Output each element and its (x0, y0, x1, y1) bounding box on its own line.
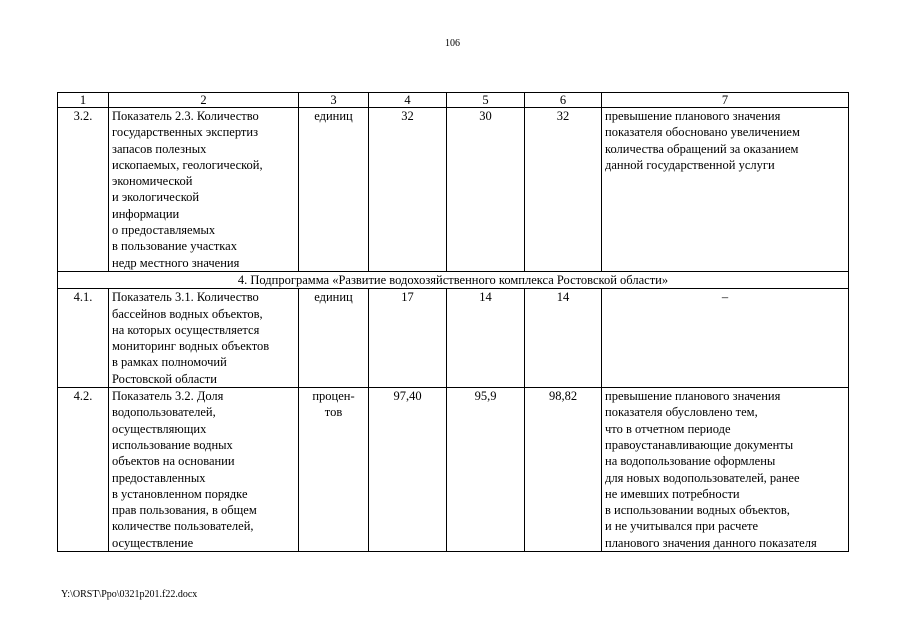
comment-cell (602, 388, 849, 552)
table-row (58, 289, 849, 388)
comment-line: превышение планового значения (605, 109, 781, 123)
header-col-3: 3 (299, 93, 369, 108)
indicator-name-line: бассейнов водных объектов, (112, 306, 263, 321)
indicator-name-line: о предоставляемых (112, 223, 216, 238)
comment-line: не имевших потребности (605, 486, 740, 501)
indicator-name-line: мониторинг водных объектов (112, 339, 270, 354)
comment-line: что в отчетном периоде (605, 421, 731, 436)
indicator-name-line: в пользование участках (112, 239, 237, 254)
indicator-name (109, 108, 299, 272)
indicator-name-line: на которых осуществляется (112, 322, 260, 337)
unit-cell (299, 289, 369, 388)
comment-line: количества обращений за оказанием (605, 141, 799, 156)
header-row (58, 93, 849, 108)
file-path-footer: Y:\ORST\Ppo\0321p201.f22.docx (61, 589, 198, 600)
indicator-name-line: информации (112, 206, 180, 221)
comment-line: данной государственной услуги (605, 157, 775, 172)
table-body (58, 93, 849, 552)
indicator-name-line: осуществление (112, 535, 194, 550)
indicator-name-line: объектов на основании (112, 454, 235, 469)
header-col-7: 7 (602, 93, 849, 108)
indicator-name-line: и экологической (112, 190, 200, 205)
comment-line: на водопользование оформлены (605, 454, 776, 469)
indicator-name-line: ископаемых, геологической, (112, 157, 263, 172)
value-col-6: 32 (525, 108, 602, 272)
header-col-5: 5 (447, 93, 525, 108)
indicator-name (109, 388, 299, 552)
indicator-name-line: использование водных (112, 437, 233, 452)
comment-line: превышение планового значения (605, 389, 781, 404)
indicator-name-line: водопользователей, (112, 405, 216, 420)
page-number: 106 (445, 38, 460, 49)
indicator-name (109, 289, 299, 388)
row-number: 3.2. (58, 108, 109, 272)
indicator-name-line: в установленном порядке (112, 486, 248, 501)
comment-line: правоустанавливающие документы (605, 437, 794, 452)
unit-line: тов (324, 405, 343, 420)
unit-line: единиц (314, 109, 353, 123)
indicator-name-line: недр местного значения (112, 255, 240, 270)
row-number: 4.1. (58, 289, 109, 388)
value-col-4: 97,40 (369, 388, 447, 552)
indicator-name-line: Ростовской области (112, 371, 217, 386)
value-col-5: 14 (447, 289, 525, 388)
unit-cell (299, 388, 369, 552)
unit-cell (299, 108, 369, 272)
report-table (57, 92, 849, 552)
indicator-name-line: прав пользования, в общем (112, 503, 257, 518)
value-col-4: 32 (369, 108, 447, 272)
comment-line: показателя обусловлено тем, (605, 405, 758, 420)
comment-cell (602, 108, 849, 272)
section-title: 4. Подпрограмма «Развитие водохозяйственного комплекса Ростовской области» (58, 271, 849, 288)
indicator-name-line: Показатель 2.3. Количество (112, 109, 259, 123)
header-col-4: 4 (369, 93, 447, 108)
unit-line: процен- (312, 389, 355, 404)
row-number: 4.2. (58, 388, 109, 552)
value-col-4: 17 (369, 289, 447, 388)
indicator-name-line: предоставленных (112, 470, 206, 485)
indicator-name-line: в рамках полномочий (112, 355, 227, 370)
indicator-name-line: осуществляющих (112, 421, 207, 436)
table-row (58, 388, 849, 552)
comment-line: в использовании водных объектов, (605, 503, 790, 518)
indicator-name-line: государственных экспертиз (112, 125, 259, 140)
indicator-name-line: количестве пользователей, (112, 519, 254, 534)
header-col-2: 2 (109, 93, 299, 108)
comment-line: планового значения данного показателя (605, 535, 817, 550)
unit-line: единиц (314, 290, 353, 305)
value-col-6: 14 (525, 289, 602, 388)
value-col-6: 98,82 (525, 388, 602, 552)
comment-line: – (721, 290, 729, 305)
header-col-6: 6 (525, 93, 602, 108)
comment-line: и не учитывался при расчете (605, 519, 759, 534)
comment-line: для новых водопользователей, ранее (605, 470, 800, 485)
header-col-1: 1 (58, 93, 109, 108)
comment-cell (602, 289, 849, 388)
indicator-name-line: экономической (112, 174, 193, 189)
value-col-5: 95,9 (447, 388, 525, 552)
indicator-name-line: Показатель 3.1. Количество (112, 290, 259, 305)
indicator-name-line: Показатель 3.2. Доля (112, 389, 224, 404)
comment-line: показателя обосновано увеличением (605, 125, 800, 140)
table-row (58, 108, 849, 272)
indicator-name-line: запасов полезных (112, 141, 207, 156)
section-row (58, 271, 849, 288)
value-col-5: 30 (447, 108, 525, 272)
